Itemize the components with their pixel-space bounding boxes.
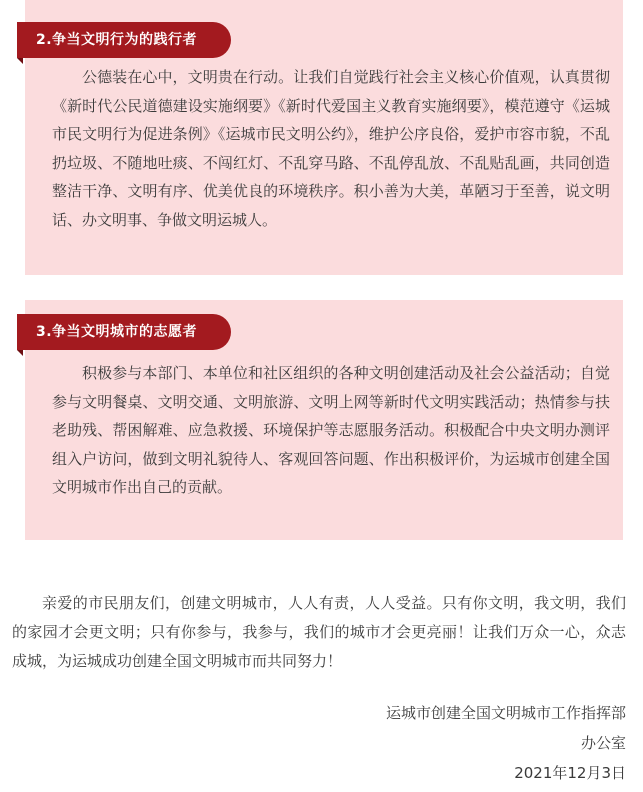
signature-organization: 运城市创建全国文明城市工作指挥部 [385,704,626,722]
closing-paragraph: 亲爱的市民朋友们，创建文明城市，人人有责，人人受益。只有你文明，我文明，我们的家园才会更文明；只有你参与，我参与，我们的城市才会更亮丽！让我们万众一心，众志成城，为运城成功创建全国文明城市而共同努力！ [12,594,626,670]
signature-date: 2021年12月3日 [514,764,626,782]
section-heading-civilized-behavior: 2.争当文明行为的践行者 [17,22,231,58]
section-heading-volunteer: 3.争当文明城市的志愿者 [17,314,231,350]
section-body-volunteer: 积极参与本部门、本单位和社区组织的各种文明创建活动及社会公益活动；自觉参与文明餐桌、文明交通、文明旅游、文明上网等新时代文明实践活动；热情参与扶老助残、帮困解难、应急救援、环境保护等志愿服务活动。积极配合中央文明办测评组入户访问，做到文明礼貌待人、客观回答问题、作出积极评价，为运城市创建全国文明城市作出自己的贡献。 [52,364,610,496]
section-body-civilized-behavior: 公德装在心中，文明贵在行动。让我们自觉践行社会主义核心价值观，认真贯彻《新时代公民道德建设实施纲要》《新时代爱国主义教育实施纲要》，模范遵守《运城市民文明行为促进条例》《运城市民文明公约》，维护公序良俗，爱护市容市貌，不乱扔垃圾、不随地吐痰、不闯红灯、不乱穿马路、不乱停乱放、不乱贴乱画，共同创造整洁干净、文明有序、优美优良的环境秩序。积小善为大美，革陋习于至善，说文明话、办文明事、争做文明运城人。 [52,68,610,229]
signature-office: 办公室 [580,734,626,752]
